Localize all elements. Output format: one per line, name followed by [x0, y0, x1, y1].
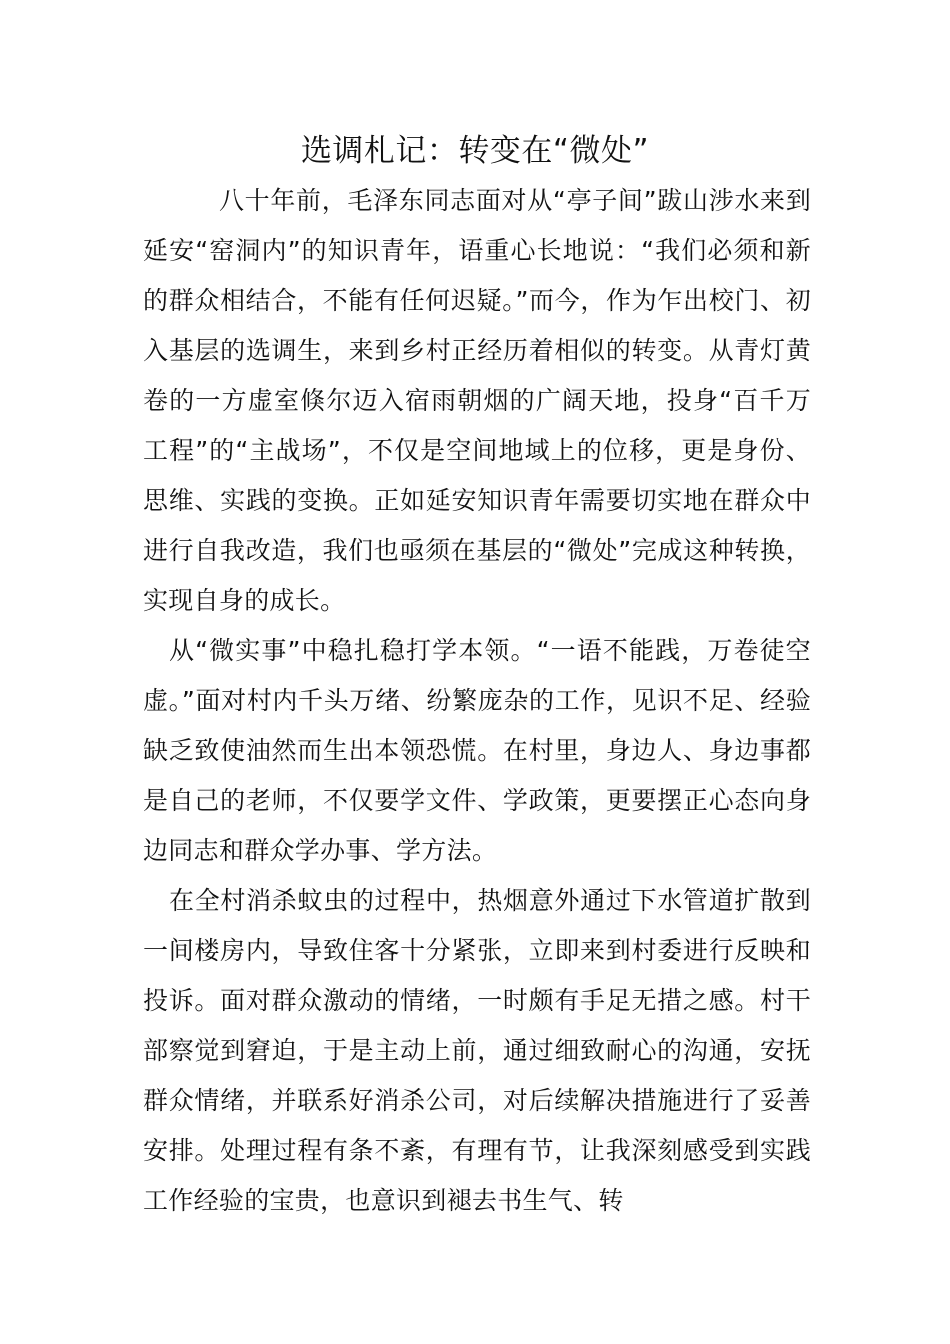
paragraph-intro: 八十年前，毛泽东同志面对从“亭子间”跋山涉水来到延安“窑洞内”的知识青年，语重心长地说：“我们必须和新的群众相结合，不能有任何迟疑。”而今，作为乍出校门、初入基层的选调生，来到乡村正经历着相似的转变。从青灯黄卷的一方虚室倏尔迈入宿雨朝烟的广阔天地，投身“百千万工程”的“主战场”，不仅是空间地域上的位移，更是身份、思维、实践的变换。正如延安知识青年需要切实地在群众中进行自我改造，我们也亟须在基层的“微处”完成这种转换，实现自身的成长。 — [143, 186, 811, 615]
paragraph-learn-skills: 从“微实事”中稳扎稳打学本领。“一语不能践，万卷徒空虚。”面对村内千头万绪、纷繁庞杂的工作，见识不足、经验缺乏致使油然而生出本领恐慌。在村里，身边人、身边事都是自己的老师，不仅要学文件、学政策，更要摆正心态向身边同志和群众学办事、学方法。 — [143, 636, 811, 865]
document-body — [143, 176, 811, 1226]
document-title: 选调札记：转变在“微处” — [300, 133, 650, 169]
paragraph-mosquito-case: 在全村消杀蚊虫的过程中，热烟意外通过下水管道扩散到一间楼房内，导致住客十分紧张，立即来到村委进行反映和投诉。面对群众激动的情绪，一时颇有手足无措之感。村干部察觉到窘迫，于是主动上前，通过细致耐心的沟通，安抚群众情绪，并联系好消杀公司，对后续解决措施进行了妥善安排。处理过程有条不紊，有理有节，让我深刻感受到实践工作经验的宝贵，也意识到褪去书生气、转 — [143, 886, 811, 1215]
